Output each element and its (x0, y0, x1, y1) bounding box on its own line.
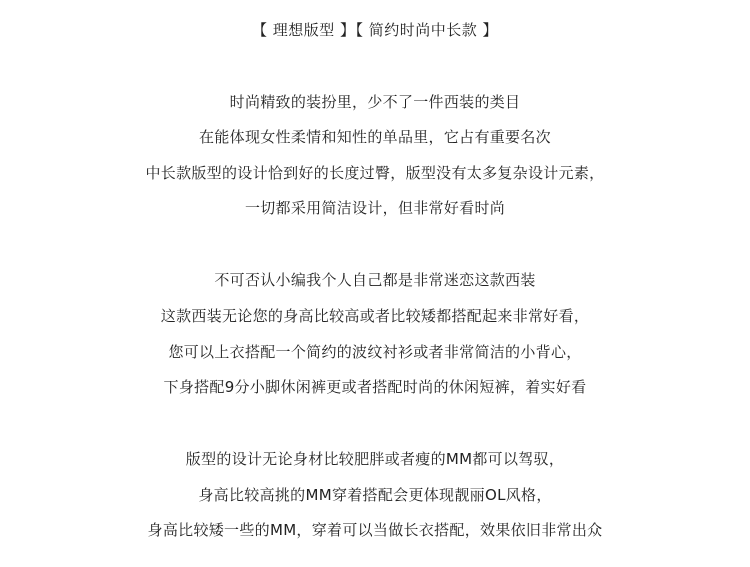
paragraph-1-line-3: 中长款版型的设计恰到好的长度过臀，版型没有太多复杂设计元素， (145, 164, 605, 182)
paragraph-3-line-2: 身高比较高挑的MM穿着搭配会更体现靓丽OL风格， (198, 486, 552, 504)
paragraph-3-line-1: 版型的设计无论身材比较肥胖或者瘦的MM都可以驾驭， (185, 450, 565, 468)
paragraph-1-line-4: 一切都采用简洁设计，但非常好看时尚 (244, 199, 506, 217)
paragraph-2-line-2: 这款西装无论您的身高比较高或者比较矮都搭配起来非常好看， (160, 307, 590, 325)
paragraph-3-line-3: 身高比较矮一些的MM，穿着可以当做长衣搭配，效果依旧非常出众 (147, 521, 603, 539)
paragraph-1-line-2: 在能体现女性柔情和知性的单品里，它占有重要名次 (199, 128, 551, 146)
section-heading: 【 理想版型 】【 简约时尚中长款 】 (251, 21, 499, 39)
paragraph-2-line-1: 不可否认小编我个人自己都是非常迷恋这款西装 (214, 271, 536, 289)
paragraph-1-line-1: 时尚精致的装扮里，少不了一件西装的类目 (229, 93, 521, 111)
paragraph-2-line-3: 您可以上衣搭配一个简约的波纹衬衫或者非常简洁的小背心， (168, 343, 582, 361)
paragraph-2-line-4: 下身搭配9分小脚休闲裤更或者搭配时尚的休闲短裤，着实好看 (163, 378, 587, 396)
